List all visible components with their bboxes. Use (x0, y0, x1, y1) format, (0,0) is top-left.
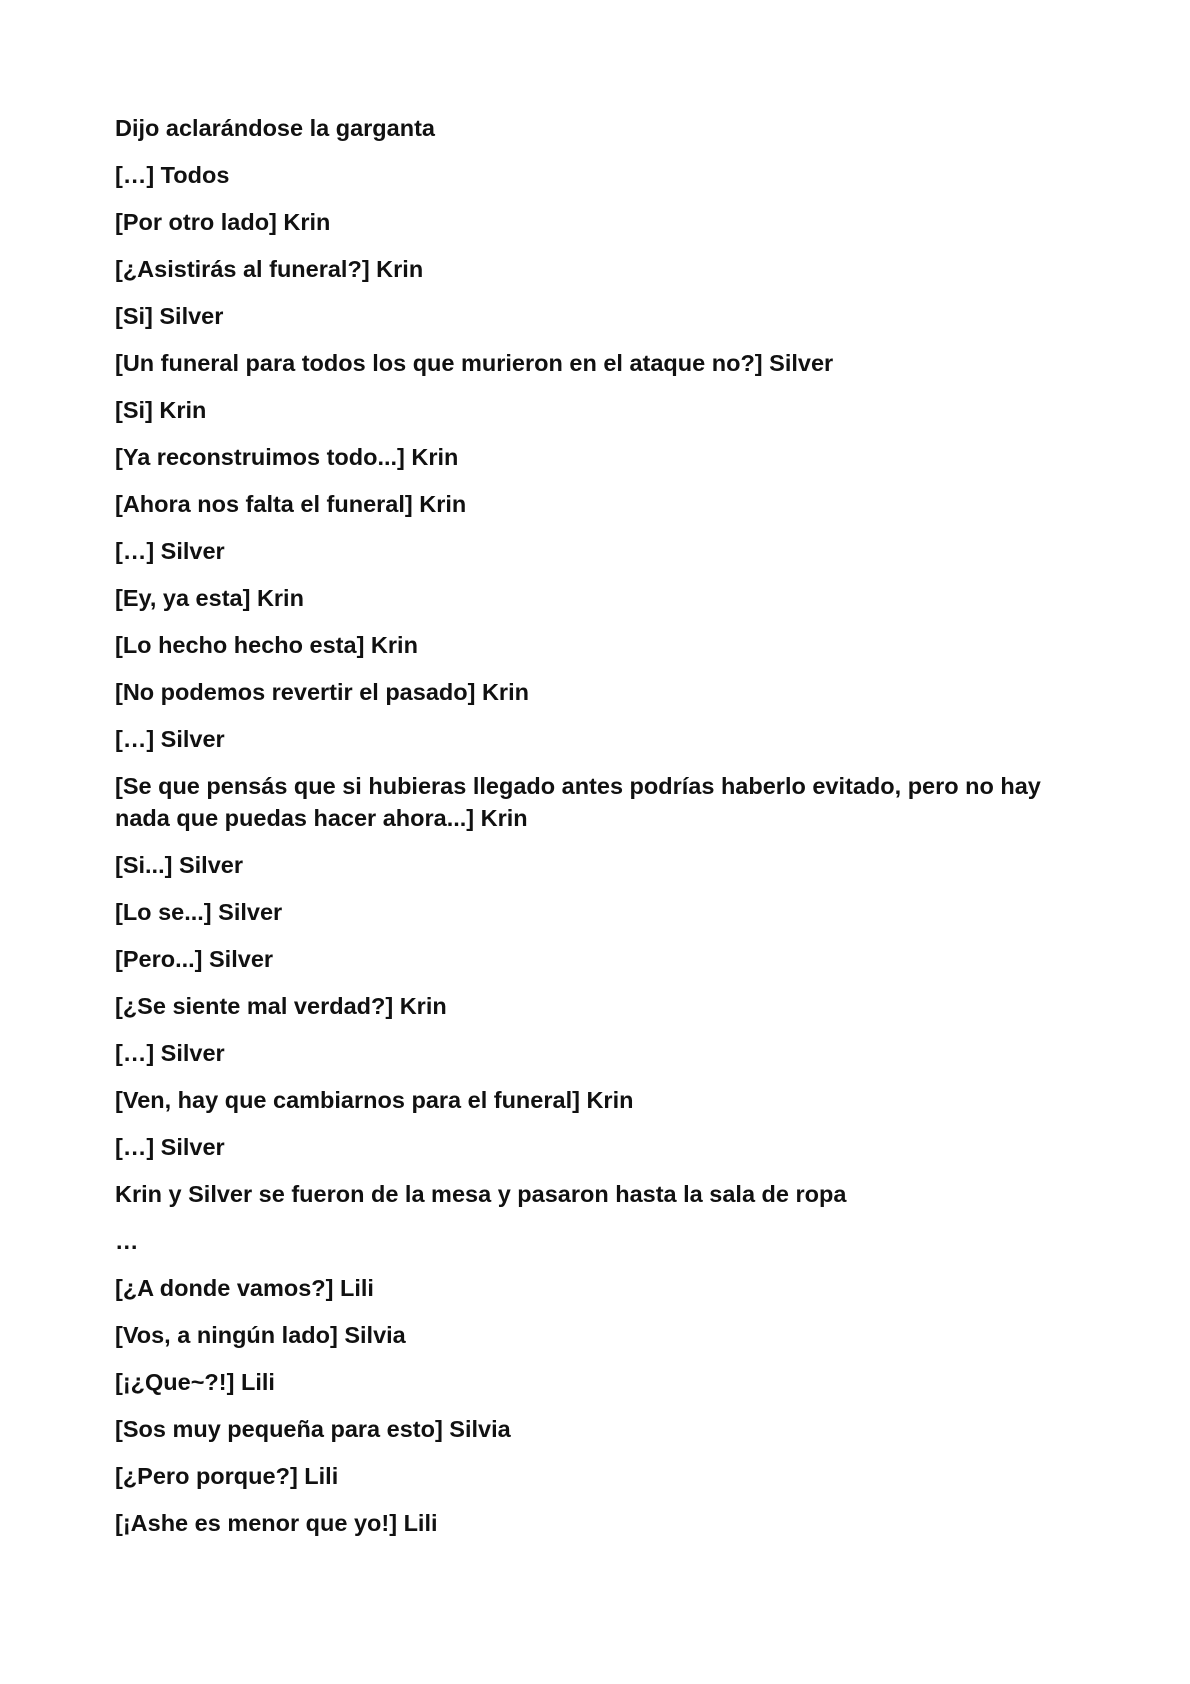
text-line: [Un funeral para todos los que murieron en el ataque no?] Silver (115, 350, 834, 376)
text-line: [Lo se...] Silver (115, 899, 283, 925)
text-line: […] Todos (115, 162, 230, 188)
text-line: [Sos muy pequeña para esto] Silvia (115, 1416, 511, 1442)
text-line: [¿Se siente mal verdad?] Krin (115, 993, 447, 1019)
text-line: [Pero...] Silver (115, 946, 274, 972)
text-line: [Ya reconstruimos todo...] Krin (115, 444, 459, 470)
document-body (115, 112, 1075, 1554)
text-line: […] Silver (115, 1040, 225, 1066)
text-line: [Ey, ya esta] Krin (115, 585, 304, 611)
text-line: Dijo aclarándose la garganta (115, 115, 435, 141)
text-line: [Ven, hay que cambiarnos para el funeral] Krin (115, 1087, 634, 1113)
text-line: [Ahora nos falta el funeral] Krin (115, 491, 467, 517)
text-line: [No podemos revertir el pasado] Krin (115, 679, 529, 705)
text-line: … (115, 1228, 139, 1254)
text-line: [¡Ashe es menor que yo!] Lili (115, 1510, 438, 1536)
text-line: [Se que pensás que si hubieras llegado antes podrías haberlo evitado, pero no hay nada que puedas hacer ahora...] Krin (115, 773, 1041, 831)
text-line: Krin y Silver se fueron de la mesa y pasaron hasta la sala de ropa (115, 1181, 847, 1207)
text-line: [Lo hecho hecho esta] Krin (115, 632, 418, 658)
text-line: [Vos, a ningún lado] Silvia (115, 1322, 406, 1348)
text-line: [Si] Krin (115, 397, 207, 423)
text-line: [¿A donde vamos?] Lili (115, 1275, 374, 1301)
text-line: […] Silver (115, 538, 225, 564)
text-line: [Si...] Silver (115, 852, 243, 878)
text-line: [¿Asistirás al funeral?] Krin (115, 256, 424, 282)
text-line: […] Silver (115, 1134, 225, 1160)
text-line: […] Silver (115, 726, 225, 752)
text-line: [Si] Silver (115, 303, 224, 329)
text-line: [¡¿Que~?!] Lili (115, 1369, 275, 1395)
text-line: [Por otro lado] Krin (115, 209, 331, 235)
text-line: [¿Pero porque?] Lili (115, 1463, 339, 1489)
